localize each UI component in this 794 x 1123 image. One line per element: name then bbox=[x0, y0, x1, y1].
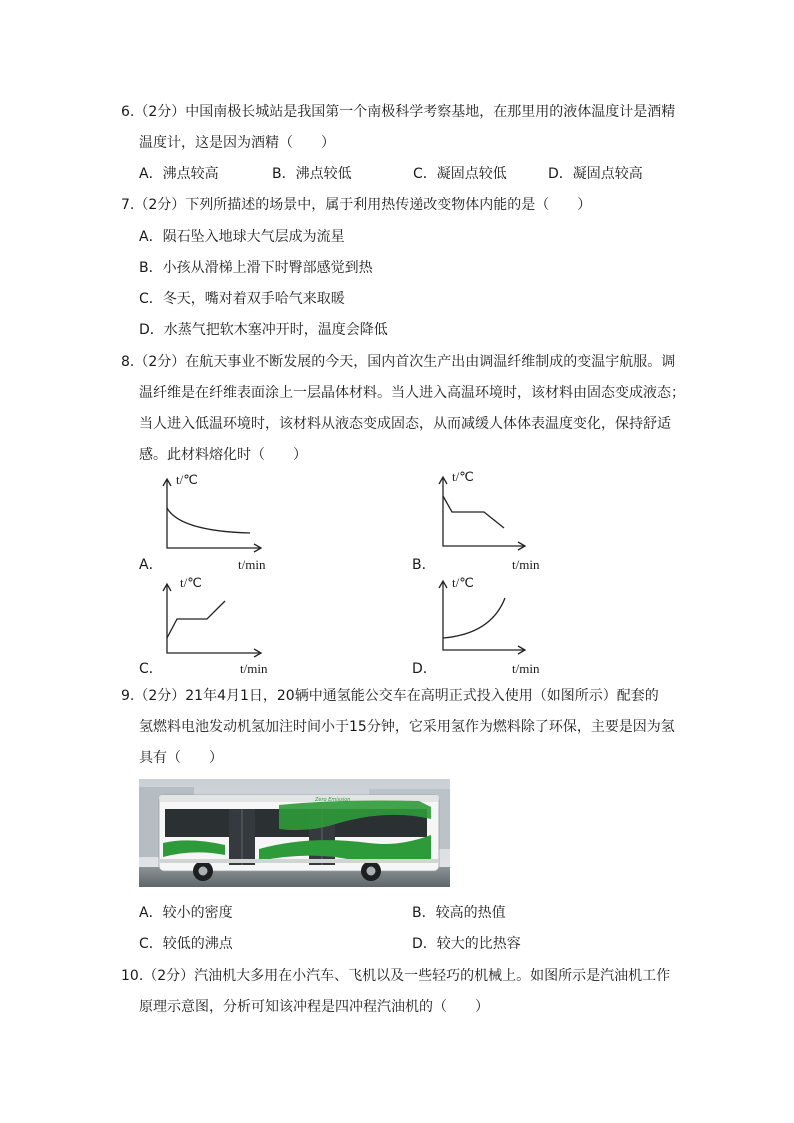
q9-stem-line2: 氢燃料电池发动机氢加注时间小于15分钟，它采用氢作为燃料除了环保，主要是因为氢 bbox=[139, 719, 675, 735]
q8-graph-a bbox=[160, 476, 270, 556]
q8-stem-line4: 感。此材料熔化时（ ） bbox=[139, 447, 307, 463]
q9-option-b: B．较高的热值 bbox=[412, 905, 506, 921]
q9-stem-line3: 具有（ ） bbox=[139, 750, 223, 766]
q8-graph-d-label: D． bbox=[412, 661, 437, 677]
q8-graph-a-ylabel: t/℃ bbox=[176, 472, 198, 487]
q8-graph-c-label: C． bbox=[139, 661, 163, 677]
q9-stem-line1: 9.（2分）21年4月1日，20辆中通氢能公交车在高明正式投入使用（如图所示）配套的 bbox=[121, 688, 659, 704]
q8-graph-b bbox=[436, 474, 546, 554]
q8-graph-b-ylabel: t/℃ bbox=[452, 469, 474, 484]
q8-stem-line1: 8.（2分）在航天事业不断发展的今天，国内首次生产出由调温纤维制成的变温宇航服。调 bbox=[121, 354, 676, 370]
q10-stem-line1: 10.（2分）汽油机大多用在小汽车、飞机以及一些轻巧的机械上。如图所示是汽油机工作 bbox=[121, 968, 671, 984]
q7-option-c: C．冬天，嘴对着双手哈气来取暖 bbox=[139, 291, 345, 307]
q10-stem-line2: 原理示意图，分析可知该冲程是四冲程汽油机的（ ） bbox=[139, 999, 489, 1015]
q8-graph-b-xlabel: t/min bbox=[512, 557, 540, 572]
q7-stem: 7.（2分）下列所描述的场景中，属于利用热传递改变物体内能的是（ ） bbox=[121, 197, 592, 213]
q8-graph-c bbox=[160, 581, 270, 661]
q8-graph-d bbox=[436, 578, 546, 658]
q6-stem-line1: 6.（2分）中国南极长城站是我国第一个南极科学考察基地，在那里用的液体温度计是酒精 bbox=[121, 104, 676, 120]
q7-option-d: D．水蒸气把软木塞冲开时，温度会降低 bbox=[139, 322, 388, 338]
q6-option-d: D．凝固点较高 bbox=[548, 166, 643, 182]
q8-graph-c-ylabel: t/℃ bbox=[180, 575, 202, 590]
q8-stem-line2: 温纤维是在纤维表面涂上一层晶体材料。当人进入高温环境时，该材料由固态变成液态； bbox=[139, 385, 685, 401]
q6-option-a: A．沸点较高 bbox=[139, 166, 219, 182]
q8-graph-d-xlabel: t/min bbox=[512, 661, 540, 676]
q8-graph-d-curve bbox=[443, 598, 505, 638]
q7-option-b: B．小孩从滑梯上滑下时臀部感觉到热 bbox=[139, 260, 373, 276]
q8-graph-c-xlabel: t/min bbox=[240, 661, 268, 676]
q8-graph-d-ylabel: t/℃ bbox=[452, 575, 474, 590]
hydrogen-bus-photo bbox=[139, 779, 450, 887]
q8-stem-line3: 当人进入低温环境时，该材料从液态变成固态，从而减缓人体体表温度变化，保持舒适 bbox=[139, 416, 671, 432]
q7-option-a: A．陨石坠入地球大气层成为流星 bbox=[139, 229, 345, 245]
q6-stem-line2: 温度计，这是因为酒精（ ） bbox=[139, 135, 335, 151]
q9-option-a: A．较小的密度 bbox=[139, 905, 233, 921]
q8-graph-a-curve bbox=[167, 508, 250, 533]
q8-graph-a-label: A． bbox=[139, 557, 163, 573]
q8-graph-c-curve bbox=[167, 601, 225, 638]
q9-option-c: C．较低的沸点 bbox=[139, 936, 233, 952]
q8-graph-b-label: B． bbox=[412, 557, 436, 573]
q6-option-c: C．凝固点较低 bbox=[413, 166, 507, 182]
q6-option-b: B．沸点较低 bbox=[272, 166, 352, 182]
q8-graph-a-xlabel: t/min bbox=[238, 557, 266, 572]
bus-livery-text: Zero Emission bbox=[315, 797, 351, 803]
q9-option-d: D．较大的比热容 bbox=[412, 936, 521, 952]
q8-graph-b-curve bbox=[443, 496, 504, 528]
